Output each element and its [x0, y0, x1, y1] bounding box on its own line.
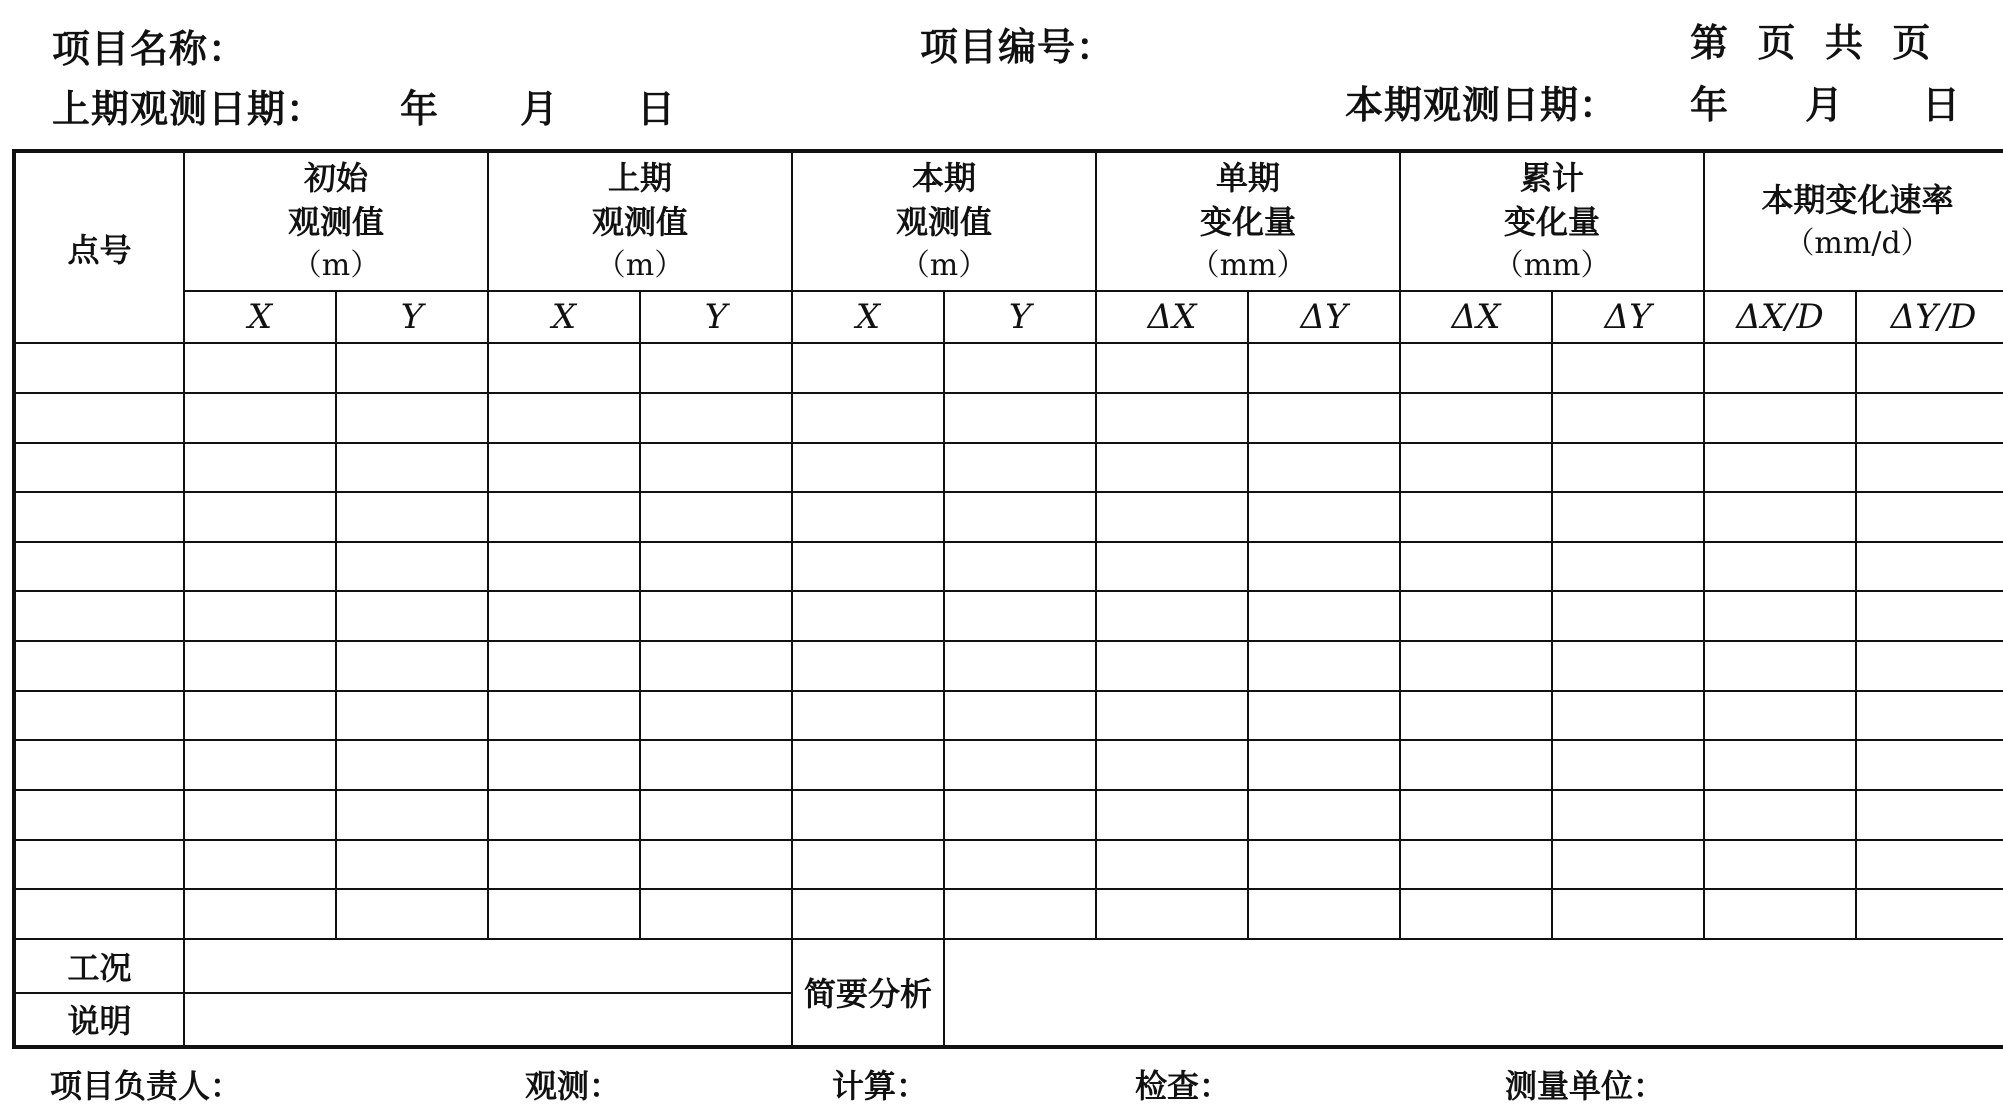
single-dx-header: ΔX	[1096, 291, 1248, 343]
value-cell[interactable]	[488, 492, 640, 542]
value-cell[interactable]	[336, 343, 488, 393]
value-cell[interactable]	[1552, 840, 1704, 890]
value-cell[interactable]	[1096, 889, 1248, 939]
group-title: 本期	[912, 158, 977, 197]
table-row	[14, 443, 2003, 493]
value-cell[interactable]	[1248, 591, 1400, 641]
point-number-cell[interactable]	[14, 889, 184, 939]
point-number-cell[interactable]	[14, 393, 184, 443]
value-cell[interactable]	[1552, 691, 1704, 741]
value-cell[interactable]	[336, 492, 488, 542]
value-cell[interactable]	[1704, 443, 1856, 493]
value-cell[interactable]	[1856, 591, 2003, 641]
monitoring-form-table	[12, 149, 2003, 1049]
value-cell[interactable]	[1856, 542, 2003, 592]
value-cell[interactable]	[1704, 641, 1856, 691]
value-cell[interactable]	[1400, 889, 1552, 939]
value-cell[interactable]	[1400, 691, 1552, 741]
value-cell[interactable]	[1552, 790, 1704, 840]
value-cell[interactable]	[1704, 740, 1856, 790]
group-subtitle: 变化量	[1200, 202, 1297, 241]
previous-date-label: 上期观测日期：	[52, 87, 326, 131]
current-date-day: 日	[1922, 83, 1962, 127]
value-cell[interactable]	[1856, 889, 2003, 939]
value-cell[interactable]	[184, 542, 336, 592]
value-cell[interactable]	[1400, 492, 1552, 542]
value-cell[interactable]	[488, 542, 640, 592]
value-cell[interactable]	[944, 790, 1096, 840]
value-cell[interactable]	[792, 740, 944, 790]
current-y-header: Y	[944, 291, 1096, 343]
value-cell[interactable]	[184, 591, 336, 641]
point-number-header-text: 点号	[67, 230, 132, 269]
point-number-cell[interactable]	[14, 492, 184, 542]
value-cell[interactable]	[944, 343, 1096, 393]
value-cell[interactable]	[184, 393, 336, 443]
value-cell[interactable]	[1704, 492, 1856, 542]
condition-input-bottom[interactable]	[184, 993, 792, 1047]
previous-y-header: Y	[640, 291, 792, 343]
value-cell[interactable]	[792, 790, 944, 840]
value-cell[interactable]	[1096, 790, 1248, 840]
value-cell[interactable]	[1552, 492, 1704, 542]
value-cell[interactable]	[1704, 542, 1856, 592]
table-row	[14, 393, 2003, 443]
value-cell[interactable]	[336, 393, 488, 443]
value-cell[interactable]	[488, 443, 640, 493]
cumulative-change-header	[1400, 151, 1704, 291]
value-cell[interactable]	[792, 492, 944, 542]
value-cell[interactable]	[1400, 740, 1552, 790]
value-cell[interactable]	[336, 840, 488, 890]
single-dy-header: ΔY	[1248, 291, 1400, 343]
value-cell[interactable]	[792, 889, 944, 939]
value-cell[interactable]	[1856, 641, 2003, 691]
table-row	[14, 542, 2003, 592]
data-rows	[14, 343, 2003, 938]
group-unit: （m）	[899, 247, 989, 283]
value-cell[interactable]	[640, 591, 792, 641]
value-cell[interactable]	[1248, 790, 1400, 840]
value-cell[interactable]	[1096, 542, 1248, 592]
page-count: 第 页 共 页	[1690, 21, 1932, 65]
sub-header-row	[14, 291, 2003, 343]
value-cell[interactable]	[1704, 790, 1856, 840]
value-cell[interactable]	[336, 889, 488, 939]
value-cell[interactable]	[640, 492, 792, 542]
value-cell[interactable]	[640, 641, 792, 691]
group-title: 单期	[1216, 158, 1281, 197]
value-cell[interactable]	[1248, 691, 1400, 741]
value-cell[interactable]	[1096, 343, 1248, 393]
checker-label: 检查：	[1135, 1067, 1232, 1105]
value-cell[interactable]	[184, 889, 336, 939]
value-cell[interactable]	[1400, 641, 1552, 691]
value-cell[interactable]	[488, 790, 640, 840]
value-cell[interactable]	[1856, 790, 2003, 840]
value-cell[interactable]	[1552, 641, 1704, 691]
point-number-cell[interactable]	[14, 840, 184, 890]
group-title: 初始	[304, 158, 369, 197]
value-cell[interactable]	[488, 591, 640, 641]
table-row	[14, 591, 2003, 641]
value-cell[interactable]	[1400, 443, 1552, 493]
initial-value-header	[184, 151, 488, 291]
value-cell[interactable]	[1856, 740, 2003, 790]
value-cell[interactable]	[1096, 840, 1248, 890]
value-cell[interactable]	[336, 443, 488, 493]
value-cell[interactable]	[1400, 393, 1552, 443]
value-cell[interactable]	[1248, 740, 1400, 790]
value-cell[interactable]	[1096, 641, 1248, 691]
point-number-cell[interactable]	[14, 343, 184, 393]
previous-date-day: 日	[637, 87, 677, 131]
value-cell[interactable]	[792, 542, 944, 592]
value-cell[interactable]	[944, 492, 1096, 542]
table-row	[14, 840, 2003, 890]
value-cell[interactable]	[1400, 840, 1552, 890]
value-cell[interactable]	[640, 740, 792, 790]
value-cell[interactable]	[488, 691, 640, 741]
group-subtitle: 观测值	[896, 202, 993, 241]
value-cell[interactable]	[1552, 591, 1704, 641]
value-cell[interactable]	[1552, 889, 1704, 939]
value-cell[interactable]	[1096, 591, 1248, 641]
value-cell[interactable]	[184, 740, 336, 790]
value-cell[interactable]	[184, 691, 336, 741]
group-title: 本期变化速率	[1761, 180, 1954, 219]
group-unit: （mm）	[1189, 247, 1307, 283]
group-unit: （mm）	[1493, 247, 1611, 283]
point-number-cell[interactable]	[14, 790, 184, 840]
value-cell[interactable]	[1096, 691, 1248, 741]
value-cell[interactable]	[944, 443, 1096, 493]
table-row	[14, 740, 2003, 790]
value-cell[interactable]	[336, 641, 488, 691]
value-cell[interactable]	[1096, 393, 1248, 443]
current-value-header	[792, 151, 1096, 291]
calculator-label: 计算：	[832, 1067, 929, 1105]
value-cell[interactable]	[792, 343, 944, 393]
value-cell[interactable]	[792, 691, 944, 741]
value-cell[interactable]	[640, 393, 792, 443]
point-number-cell[interactable]	[14, 591, 184, 641]
condition-label-top: 工况	[14, 939, 184, 993]
value-cell[interactable]	[1704, 591, 1856, 641]
value-cell[interactable]	[336, 790, 488, 840]
value-cell[interactable]	[640, 542, 792, 592]
value-cell[interactable]	[792, 393, 944, 443]
rate-dx-header: ΔX/D	[1704, 291, 1856, 343]
table-row	[14, 641, 2003, 691]
value-cell[interactable]	[1248, 492, 1400, 542]
value-cell[interactable]	[1856, 343, 2003, 393]
value-cell[interactable]	[640, 840, 792, 890]
value-cell[interactable]	[1400, 542, 1552, 592]
value-cell[interactable]	[1856, 492, 2003, 542]
survey-unit-label: 测量单位：	[1505, 1067, 1666, 1105]
value-cell[interactable]	[1400, 591, 1552, 641]
group-header-row	[14, 151, 2003, 291]
value-cell[interactable]	[488, 889, 640, 939]
value-cell[interactable]	[944, 542, 1096, 592]
cumulative-dy-header: ΔY	[1552, 291, 1704, 343]
change-rate-header	[1704, 151, 2003, 291]
value-cell[interactable]	[488, 740, 640, 790]
group-unit: （m）	[595, 247, 685, 283]
value-cell[interactable]	[944, 740, 1096, 790]
value-cell[interactable]	[1248, 343, 1400, 393]
value-cell[interactable]	[944, 641, 1096, 691]
previous-x-header: X	[488, 291, 640, 343]
value-cell[interactable]	[336, 691, 488, 741]
condition-label-bottom: 说明	[14, 993, 184, 1047]
analysis-input[interactable]	[944, 939, 2003, 1047]
current-x-header: X	[792, 291, 944, 343]
value-cell[interactable]	[488, 840, 640, 890]
rate-dy-header: ΔY/D	[1856, 291, 2003, 343]
value-cell[interactable]	[1552, 740, 1704, 790]
value-cell[interactable]	[640, 343, 792, 393]
value-cell[interactable]	[1248, 542, 1400, 592]
project-number-label: 项目编号：	[920, 25, 1116, 69]
value-cell[interactable]	[1856, 840, 2003, 890]
value-cell[interactable]	[184, 840, 336, 890]
value-cell[interactable]	[944, 691, 1096, 741]
value-cell[interactable]	[792, 591, 944, 641]
value-cell[interactable]	[640, 889, 792, 939]
value-cell[interactable]	[1552, 443, 1704, 493]
value-cell[interactable]	[1096, 443, 1248, 493]
value-cell[interactable]	[488, 343, 640, 393]
value-cell[interactable]	[1096, 492, 1248, 542]
value-cell[interactable]	[1248, 840, 1400, 890]
group-subtitle: 观测值	[592, 202, 689, 241]
value-cell[interactable]	[1248, 393, 1400, 443]
condition-input-top[interactable]	[184, 939, 792, 993]
point-number-header	[14, 151, 184, 343]
value-cell[interactable]	[184, 641, 336, 691]
group-subtitle: 变化量	[1504, 202, 1601, 241]
single-change-header	[1096, 151, 1400, 291]
value-cell[interactable]	[184, 492, 336, 542]
table-row	[14, 492, 2003, 542]
value-cell[interactable]	[1552, 542, 1704, 592]
current-date-label: 本期观测日期：	[1345, 83, 1619, 127]
value-cell[interactable]	[1096, 740, 1248, 790]
table-row	[14, 790, 2003, 840]
value-cell[interactable]	[336, 740, 488, 790]
value-cell[interactable]	[336, 591, 488, 641]
current-date-month: 月	[1805, 83, 1845, 127]
table-row	[14, 691, 2003, 741]
value-cell[interactable]	[944, 889, 1096, 939]
previous-date-year: 年	[400, 87, 440, 131]
point-number-cell[interactable]	[14, 740, 184, 790]
value-cell[interactable]	[1400, 790, 1552, 840]
value-cell[interactable]	[1552, 393, 1704, 443]
value-cell[interactable]	[1248, 443, 1400, 493]
value-cell[interactable]	[1704, 840, 1856, 890]
project-manager-label: 项目负责人：	[50, 1067, 243, 1105]
point-number-cell[interactable]	[14, 443, 184, 493]
point-number-cell[interactable]	[14, 542, 184, 592]
value-cell[interactable]	[184, 790, 336, 840]
point-number-cell[interactable]	[14, 641, 184, 691]
value-cell[interactable]	[1552, 343, 1704, 393]
project-name-label: 项目名称：	[52, 27, 248, 71]
previous-value-header	[488, 151, 792, 291]
initial-x-header: X	[184, 291, 336, 343]
value-cell[interactable]	[184, 443, 336, 493]
value-cell[interactable]	[1400, 343, 1552, 393]
value-cell[interactable]	[1704, 889, 1856, 939]
table-row	[14, 889, 2003, 939]
value-cell[interactable]	[944, 840, 1096, 890]
initial-y-header: Y	[336, 291, 488, 343]
value-cell[interactable]	[1704, 343, 1856, 393]
group-title: 上期	[608, 158, 673, 197]
value-cell[interactable]	[1856, 691, 2003, 741]
condition-row-1	[14, 939, 2003, 993]
value-cell[interactable]	[640, 443, 792, 493]
value-cell[interactable]	[792, 443, 944, 493]
value-cell[interactable]	[944, 393, 1096, 443]
value-cell[interactable]	[184, 343, 336, 393]
group-title: 累计	[1520, 158, 1585, 197]
current-date-year: 年	[1690, 83, 1730, 127]
group-subtitle: 观测值	[288, 202, 385, 241]
observer-label: 观测：	[525, 1067, 622, 1105]
value-cell[interactable]	[640, 790, 792, 840]
value-cell[interactable]	[792, 840, 944, 890]
value-cell[interactable]	[1248, 641, 1400, 691]
cumulative-dx-header: ΔX	[1400, 291, 1552, 343]
point-number-cell[interactable]	[14, 691, 184, 741]
value-cell[interactable]	[944, 591, 1096, 641]
value-cell[interactable]	[488, 393, 640, 443]
value-cell[interactable]	[1248, 889, 1400, 939]
value-cell[interactable]	[1704, 691, 1856, 741]
previous-date-month: 月	[520, 87, 560, 131]
value-cell[interactable]	[1704, 393, 1856, 443]
table-row	[14, 343, 2003, 393]
value-cell[interactable]	[488, 641, 640, 691]
analysis-label: 简要分析	[792, 939, 944, 1047]
group-unit: （mm/d）	[1784, 225, 1931, 261]
value-cell[interactable]	[336, 542, 488, 592]
value-cell[interactable]	[792, 641, 944, 691]
value-cell[interactable]	[640, 691, 792, 741]
group-unit: （m）	[291, 247, 381, 283]
value-cell[interactable]	[1856, 443, 2003, 493]
value-cell[interactable]	[1856, 393, 2003, 443]
